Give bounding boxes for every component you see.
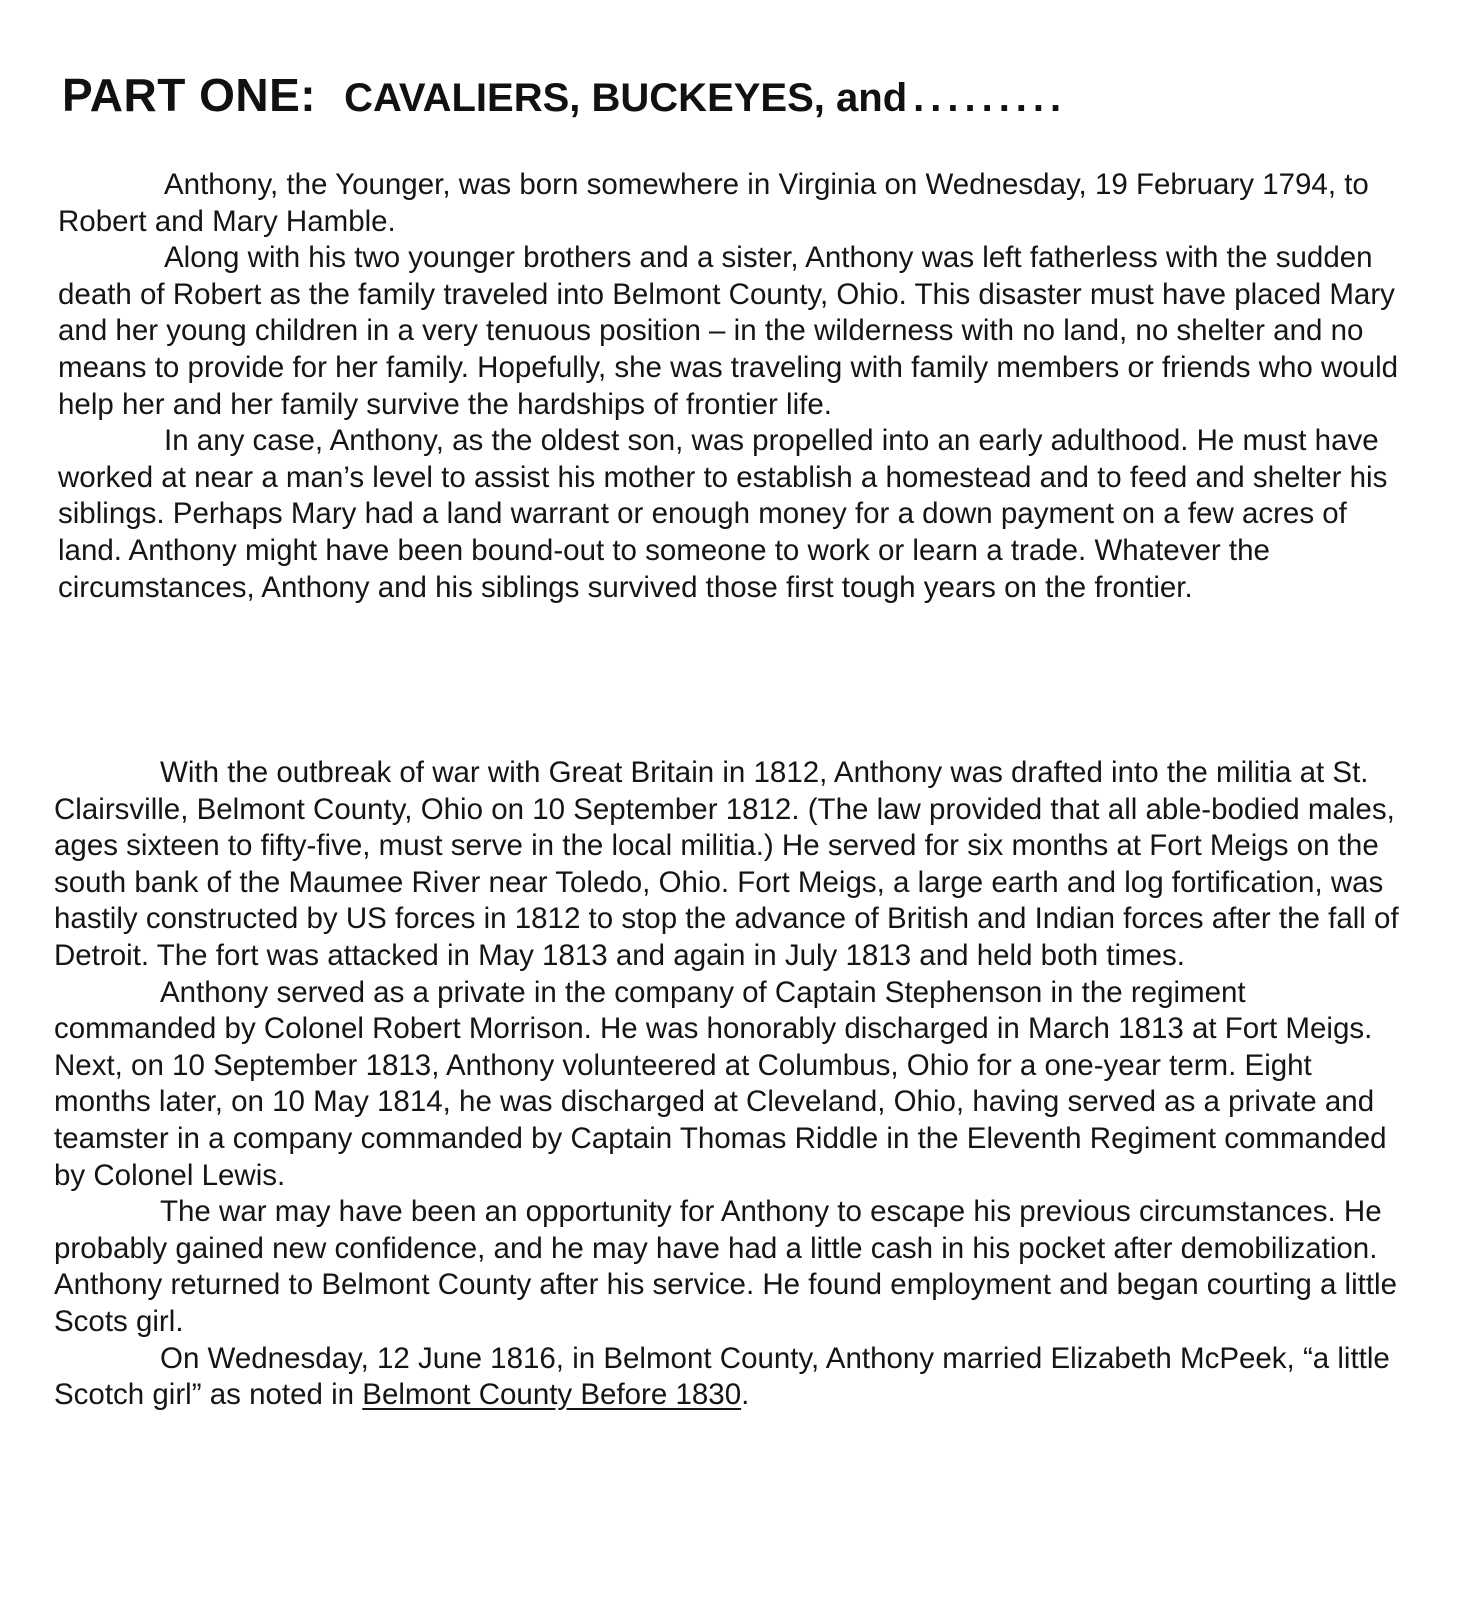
paragraph-marriage <box>54 1341 1414 1414</box>
marriage-text: On Wednesday, 12 June 1816, in Belmont County, Anthony married Elizabeth McPeek, “a little Scotch girl” as noted in <box>54 1341 1390 1412</box>
book-title-reference: Belmont County Before 1830 <box>362 1378 742 1412</box>
paragraph-early-adulthood: In any case, Anthony, as the oldest son, was propelled into an early adulthood. He must have worked at near a man’s level to assist his mother to establish a homestead and to feed and shelter his siblings. Perhaps Mary had a land warrant or enough money for a down payment on a few acres of land. Anthony might have been bound-out to someone to work or learn a trade. Whatever the circumstances, Anthony and his siblings survived those first tough years on the frontier. <box>58 424 1388 604</box>
paragraph-fatherless: Along with his two younger brothers and a sister, Anthony was left fatherless with the sudden death of Robert as the family traveled into Belmont County, Ohio. This disaster must have placed Mary and her young children in a very tenuous position – in the wilderness with no land, no shelter and no means to provide for her family. Hopefully, she was traveling with family members or friends who would help her and her family survive the hardships of frontier life. <box>58 241 1399 421</box>
paragraph-after-war: The war may have been an opportunity for Anthony to escape his previous circumstances. He probably gained new confidence, and he may have had a little cash in his pocket after demobilization. Anthony returned to Belmont County after his service. He found employment and began courting a little Scots girl. <box>54 1195 1398 1338</box>
paragraph-military-service: Anthony served as a private in the company of Captain Stephenson in the regiment commanded by Colonel Robert Morrison. He was honorably discharged in March 1813 at Fort Meigs. Next, on 10 September 1813, Anthony volunteered at Columbus, Ohio for a one-year term. Eight months later, on 10 May 1814, he was discharged at Cleveland, Ohio, having served as a private and teamster in a company commanded by Captain Thomas Riddle in the Eleventh Regiment commanded by Colonel Lewis. <box>54 975 1387 1192</box>
section-war-service <box>54 755 1414 1414</box>
section-early-life <box>58 167 1403 606</box>
paragraph-birth: Anthony, the Younger, was born somewhere in Virginia on Wednesday, 19 February 1794, to Robert and Mary Hamble. <box>58 168 1369 238</box>
page-title <box>62 68 1067 122</box>
paragraph-war-outbreak: With the outbreak of war with Great Britain in 1812, Anthony was drafted into the militia at St. Clairsville, Belmont County, Ohio on 10 September 1812. (The law provided that all able-bodied males, ages sixteen to fifty-five, must serve in the local militia.) He served for six months at Fort Meigs on the south bank of the Maumee River near Toledo, Ohio. Fort Meigs, a large earth and log fortification, was hastily constructed by US forces in 1812 to stop the advance of British and Indian forces after the fall of Detroit. The fort was attacked in May 1813 and again in July 1813 and held both times. <box>54 756 1399 972</box>
marriage-text-end: . <box>741 1378 750 1412</box>
title-ellipsis: ......... <box>913 76 1068 120</box>
title-part-one: PART ONE: <box>62 69 317 121</box>
title-subtitle: CAVALIERS, BUCKEYES, and <box>344 76 908 120</box>
